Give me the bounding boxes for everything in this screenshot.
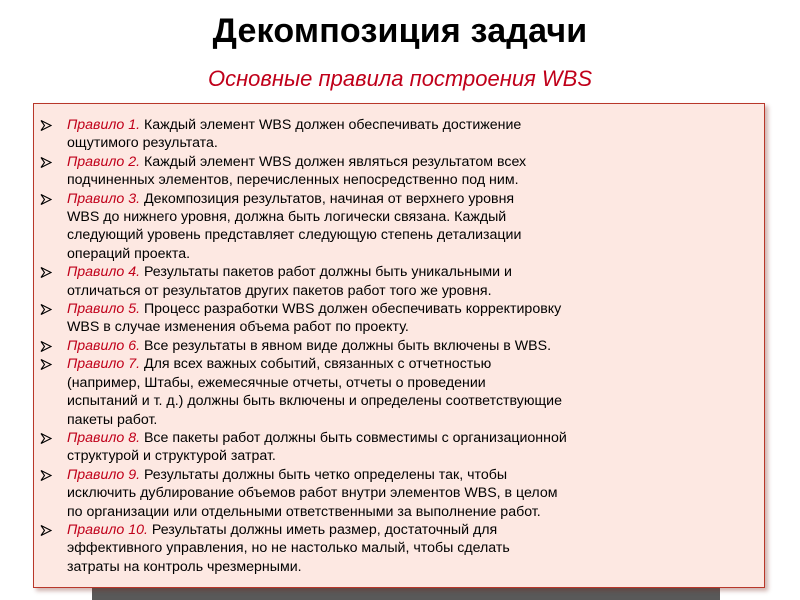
chevron-arrow-icon [40, 337, 54, 355]
slide-subtitle: Основные правила построения WBS [207, 66, 593, 91]
rule-text: ощутимого результата. [67, 135, 218, 152]
chevron-arrow-icon [40, 429, 54, 447]
rule-line [67, 190, 756, 208]
rule-line [67, 503, 756, 521]
rules-list [34, 116, 766, 576]
rule-item [34, 263, 766, 300]
rule-text: Результаты пакетов работ должны быть уникальными и [140, 264, 512, 281]
rule-item [34, 521, 766, 576]
rule-line [67, 337, 756, 355]
rule-label: Правило 5. [67, 301, 141, 318]
rule-text: WBS до нижнего уровня, должна быть логически связана. Каждый [67, 209, 507, 226]
rule-label: Правило 3. [67, 190, 141, 207]
rule-item [34, 466, 766, 521]
rule-text: Все пакеты работ должны быть совместимы с организационной [140, 429, 567, 446]
rule-text: Каждый элемент WBS должен являться результатом всех [140, 153, 527, 170]
rule-line [67, 171, 756, 189]
rule-label: Правило 4. [67, 264, 141, 281]
rule-line [67, 539, 756, 557]
chevron-arrow-icon [40, 355, 54, 373]
rules-box [33, 103, 765, 588]
rule-text: структурой и структурой затрат. [67, 448, 276, 465]
chevron-arrow-icon [40, 521, 54, 539]
rule-line [67, 153, 756, 171]
rule-line [67, 392, 756, 410]
rule-line [67, 484, 756, 502]
chevron-arrow-icon [40, 263, 54, 281]
chevron-arrow-icon [40, 466, 54, 484]
rule-text: Результаты должны иметь размер, достаточный для [147, 521, 498, 538]
rule-line [67, 447, 756, 465]
rule-text: испытаний и т. д.) должны быть включены и определены соответствующие [67, 393, 562, 410]
rule-line [67, 300, 756, 318]
rule-item [34, 190, 766, 264]
chevron-arrow-icon [40, 190, 54, 208]
rule-line [67, 558, 756, 576]
rule-text: эффективного управления, но не настолько малый, чтобы сделать [67, 540, 510, 557]
rule-item [34, 355, 766, 429]
rule-line [67, 226, 756, 244]
chevron-arrow-icon [40, 116, 54, 134]
rule-line [67, 134, 756, 152]
rule-text: Результаты должны быть четко определены так, чтобы [140, 466, 508, 483]
rule-item [34, 116, 766, 153]
rule-item [34, 153, 766, 190]
rule-text: операций проекта. [67, 245, 191, 262]
rule-text: отличаться от результатов других пакетов работ того же уровня. [67, 282, 492, 299]
slide-title: Декомпозиция задачи [212, 12, 588, 50]
rule-line [67, 318, 756, 336]
rule-text: WBS в случае изменения объема работ по проекту. [67, 319, 409, 336]
rule-text: исключить дублирование объемов работ внутри элементов WBS, в целом [67, 485, 558, 502]
rule-item [34, 300, 766, 337]
chevron-arrow-icon [40, 300, 54, 318]
rule-text: Для всех важных событий, связанных с отчетностью [140, 356, 492, 373]
rule-line [67, 208, 756, 226]
rule-label: Правило 8. [67, 429, 141, 446]
rule-line [67, 466, 756, 484]
rule-text: (например, Штабы, ежемесячные отчеты, отчеты о проведении [67, 374, 486, 391]
rule-text: Все результаты в явном виде должны быть включены в WBS. [140, 337, 552, 354]
rule-line [67, 429, 756, 447]
rule-line [67, 521, 756, 539]
rule-line [67, 411, 756, 429]
rule-item [34, 337, 766, 355]
rule-label: Правило 9. [67, 466, 141, 483]
rule-text: Декомпозиция результатов, начиная от верхнего уровня [140, 190, 515, 207]
rule-line [67, 116, 756, 134]
rule-item [34, 429, 766, 466]
rule-line [67, 282, 756, 300]
rule-text: по организации или отдельными ответственными за выполнение работ. [67, 503, 541, 520]
rule-line [67, 355, 756, 373]
rule-label: Правило 6. [67, 337, 141, 354]
chevron-arrow-icon [40, 153, 54, 171]
rule-text: Каждый элемент WBS должен обеспечивать достижение [140, 117, 522, 133]
rule-text: Процесс разработки WBS должен обеспечивать корректировку [140, 301, 562, 318]
rule-label: Правило 2. [67, 153, 141, 170]
rule-line [67, 245, 756, 263]
rule-label: Правило 7. [67, 356, 141, 373]
rule-line [67, 374, 756, 392]
rule-label: Правило 1. [67, 117, 141, 133]
rule-text: подчиненных элементов, перечисленных непосредственно под ним. [67, 172, 519, 189]
rule-text: пакеты работ. [67, 411, 158, 428]
rule-line [67, 263, 756, 281]
decorative-shadow-bar [92, 586, 720, 600]
rule-text: следующий уровень представляет следующую степень детализации [67, 227, 522, 244]
rule-text: затраты на контроль чрезмерными. [67, 558, 302, 575]
rule-label: Правило 10. [67, 521, 148, 538]
